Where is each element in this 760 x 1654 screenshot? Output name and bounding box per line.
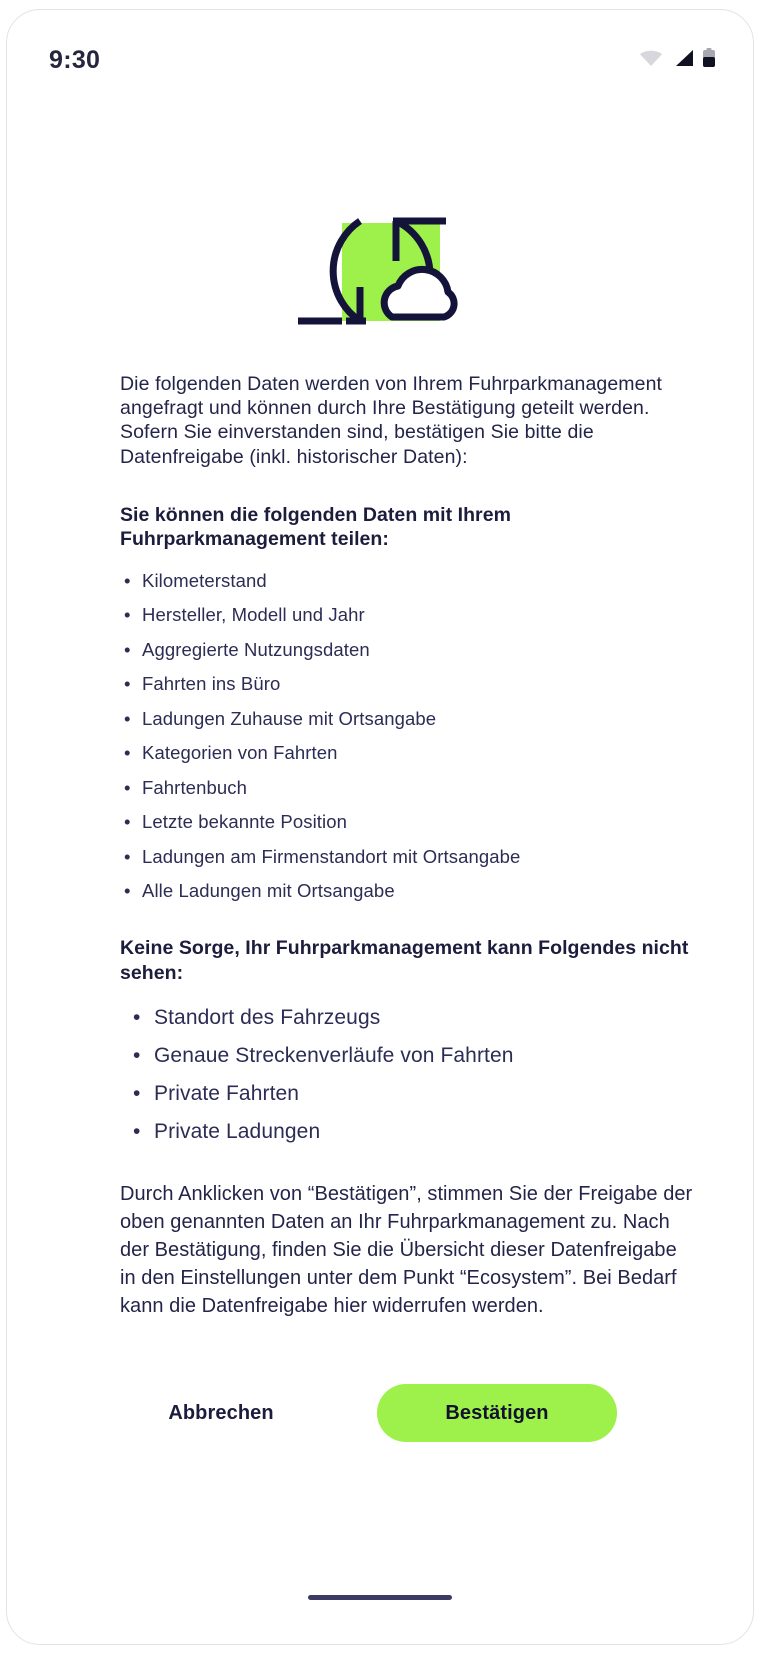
data-sync-cloud-icon: [280, 195, 480, 350]
list-item: [120, 1005, 697, 1030]
wifi-icon: [639, 49, 663, 72]
bullet-icon: •: [133, 1082, 141, 1106]
not-shared-data-list: [120, 1005, 697, 1144]
list-item: [120, 639, 697, 661]
hidden-section-heading: Keine Sorge, Ihr Fuhrparkmanagement kann Folgendes nicht sehen:: [120, 937, 689, 984]
bullet-icon: •: [124, 707, 131, 729]
bullet-icon: •: [133, 1006, 141, 1030]
list-item-label: Hersteller, Modell und Jahr: [142, 604, 365, 626]
list-item-label: Kilometerstand: [142, 569, 267, 591]
list-item: [120, 846, 697, 868]
list-item: [120, 1119, 697, 1144]
list-item-label: Kategorien von Fahrten: [142, 742, 338, 764]
list-item: [120, 1081, 697, 1106]
list-item-label: Genaue Streckenverläufe von Fahrten: [154, 1044, 514, 1068]
bullet-icon: •: [133, 1044, 141, 1068]
bullet-icon: •: [124, 845, 131, 867]
action-bar: [7, 1384, 753, 1442]
list-item: [120, 742, 697, 764]
status-bar: [7, 10, 753, 110]
cancel-button[interactable]: Abbrechen: [65, 1388, 377, 1439]
bullet-icon: •: [124, 569, 131, 591]
bullet-icon: •: [133, 1120, 141, 1144]
list-item-label: Alle Ladungen mit Ortsangabe: [142, 880, 395, 902]
list-item: [120, 777, 697, 799]
phone-frame: [6, 9, 754, 1645]
bullet-icon: •: [124, 880, 131, 902]
list-item-label: Letzte bekannte Position: [142, 811, 348, 833]
list-item-label: Ladungen Zuhause mit Ortsangabe: [142, 707, 437, 729]
hero-illustration: [7, 195, 753, 350]
bullet-icon: •: [124, 638, 131, 660]
list-item: [120, 880, 697, 902]
closing-paragraph: Durch Anklicken von “Bestätigen”, stimmen Sie der Freigabe der oben genannten Daten an Ihr Fuhrparkmanagement zu. Nach der Bestätigung, finden Sie die Übersicht dieser Datenfreigabe in den Einstellungen unter dem Punkt “Ecosystem”. Bei Bedarf kann die Datenfreigabe hier widerrufen werden.: [120, 1183, 693, 1318]
list-item: [120, 811, 697, 833]
list-item: [120, 1043, 697, 1068]
list-item-label: Private Ladungen: [154, 1120, 321, 1144]
list-item-label: Standort des Fahrzeugs: [154, 1006, 381, 1030]
bullet-icon: •: [124, 742, 131, 764]
bullet-icon: •: [124, 811, 131, 833]
confirm-button[interactable]: Bestätigen: [377, 1384, 617, 1442]
list-item: [120, 604, 697, 626]
cellular-signal-icon: [672, 49, 694, 72]
status-bar-icons: [639, 48, 715, 73]
bullet-icon: •: [124, 673, 131, 695]
consent-content: [7, 372, 753, 1320]
shared-data-list: [120, 570, 697, 903]
list-item-label: Fahrtenbuch: [142, 776, 247, 798]
home-indicator[interactable]: [308, 1595, 452, 1600]
list-item-label: Aggregierte Nutzungsdaten: [142, 638, 370, 660]
bullet-icon: •: [124, 604, 131, 626]
list-item-label: Private Fahrten: [154, 1082, 300, 1106]
status-bar-clock: 9:30: [49, 45, 101, 74]
list-item: [120, 673, 697, 695]
list-item-label: Fahrten ins Büro: [142, 673, 281, 695]
list-item: [120, 570, 697, 592]
share-section-heading: Sie können die folgenden Daten mit Ihrem Fuhrparkmanagement teilen:: [120, 503, 511, 551]
list-item-label: Ladungen am Firmenstandort mit Ortsangabe: [142, 845, 521, 867]
bullet-icon: •: [124, 776, 131, 798]
battery-icon: [703, 48, 715, 73]
list-item: [120, 708, 697, 730]
intro-paragraph: Die folgenden Daten werden von Ihrem Fuhrparkmanagement angefragt und können durch Ihre Bestätigung geteilt werden. Sofern Sie einverstanden sind, bestätigen Sie bitte die Datenfreigabe (inkl. historischer Daten):: [120, 373, 663, 468]
